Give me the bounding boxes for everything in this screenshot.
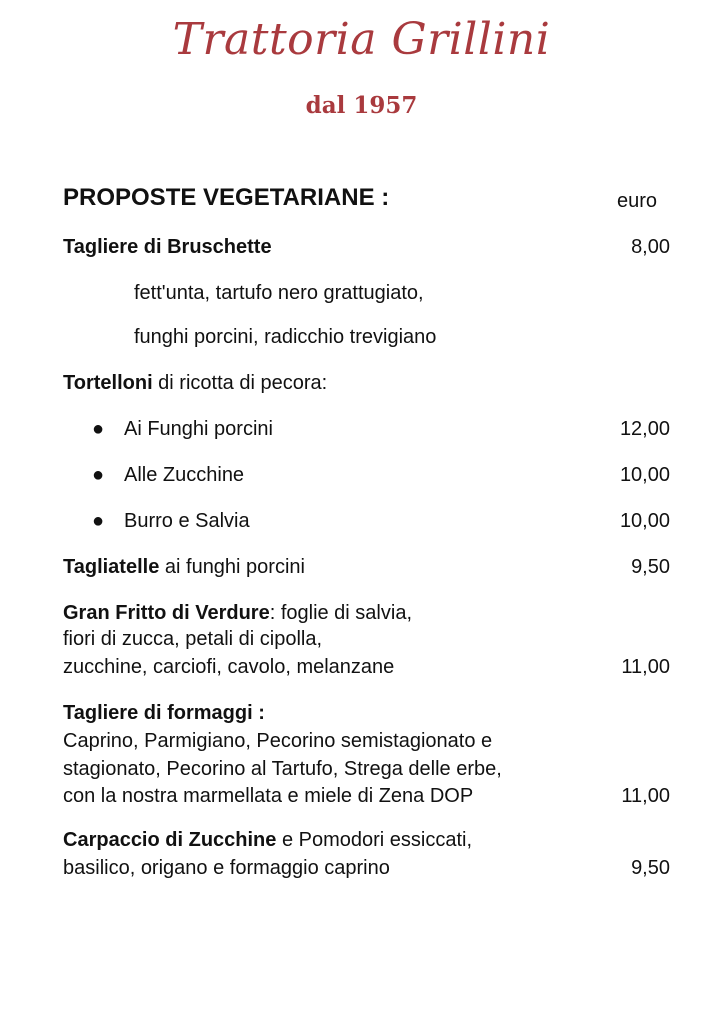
menu-heading: PROPOSTE VEGETARIANE : xyxy=(63,184,390,211)
item-price: 11,00 xyxy=(621,656,670,678)
item-description-line: con la nostra marmellata e miele di Zena DOP xyxy=(63,785,474,807)
item-price: 11,00 xyxy=(621,785,670,807)
item-name-rest: : foglie di salvia, xyxy=(269,602,412,624)
item-description-line: stagionato, Pecorino al Tartufo, Strega delle erbe, xyxy=(63,758,502,780)
item-description-line: fett'unta, tartufo nero grattugiato, xyxy=(134,282,424,304)
item-price: 8,00 xyxy=(631,236,670,258)
item-name-rest: ai funghi porcini xyxy=(159,556,305,578)
restaurant-logo: Trattoria Grillini xyxy=(172,14,551,65)
item-price: 9,50 xyxy=(631,556,670,578)
item-price: 9,50 xyxy=(631,857,670,879)
menu-item-tortelloni xyxy=(63,369,670,397)
item-description-line: funghi porcini, radicchio trevigiano xyxy=(134,326,437,348)
item-name: Tagliatelle xyxy=(63,556,160,578)
item-name: Tagliere di Bruschette xyxy=(63,236,272,258)
item-name: Tagliere di formaggi : xyxy=(63,702,265,724)
bullet-icon: ● xyxy=(92,418,105,440)
option-price: 10,00 xyxy=(619,510,670,532)
item-description-line: zucchine, carciofi, cavolo, melanzane xyxy=(63,656,395,678)
option-label: Alle Zucchine xyxy=(124,464,245,486)
item-name: Carpaccio di Zucchine xyxy=(63,829,277,851)
item-name: Gran Fritto di Verdure xyxy=(63,602,270,624)
menu-item-formaggi xyxy=(63,699,670,727)
currency-label: euro xyxy=(617,190,658,212)
item-description-line: fiori di zucca, petali di cipolla, xyxy=(63,628,323,650)
bullet-icon: ● xyxy=(92,510,105,532)
menu-item-gran-fritto xyxy=(63,599,670,627)
item-name-rest: di ricotta di pecora: xyxy=(152,372,328,394)
item-name: Tortelloni xyxy=(63,372,153,394)
option-label: Ai Funghi porcini xyxy=(124,418,273,440)
bullet-icon: ● xyxy=(92,464,105,486)
item-description-line: basilico, origano e formaggio caprino xyxy=(63,857,390,879)
menu-item-bruschette xyxy=(63,233,670,261)
option-label: Burro e Salvia xyxy=(124,510,250,532)
item-name-rest: e Pomodori essiccati, xyxy=(276,829,473,851)
option-price: 12,00 xyxy=(619,418,670,440)
option-price: 10,00 xyxy=(619,464,670,486)
logo-since-label: dal 1957 xyxy=(305,92,418,119)
item-description-line: Caprino, Parmigiano, Pecorino semistagionato e xyxy=(63,730,493,752)
menu-item-tagliatelle xyxy=(63,553,670,581)
menu-item-carpaccio xyxy=(63,826,670,854)
